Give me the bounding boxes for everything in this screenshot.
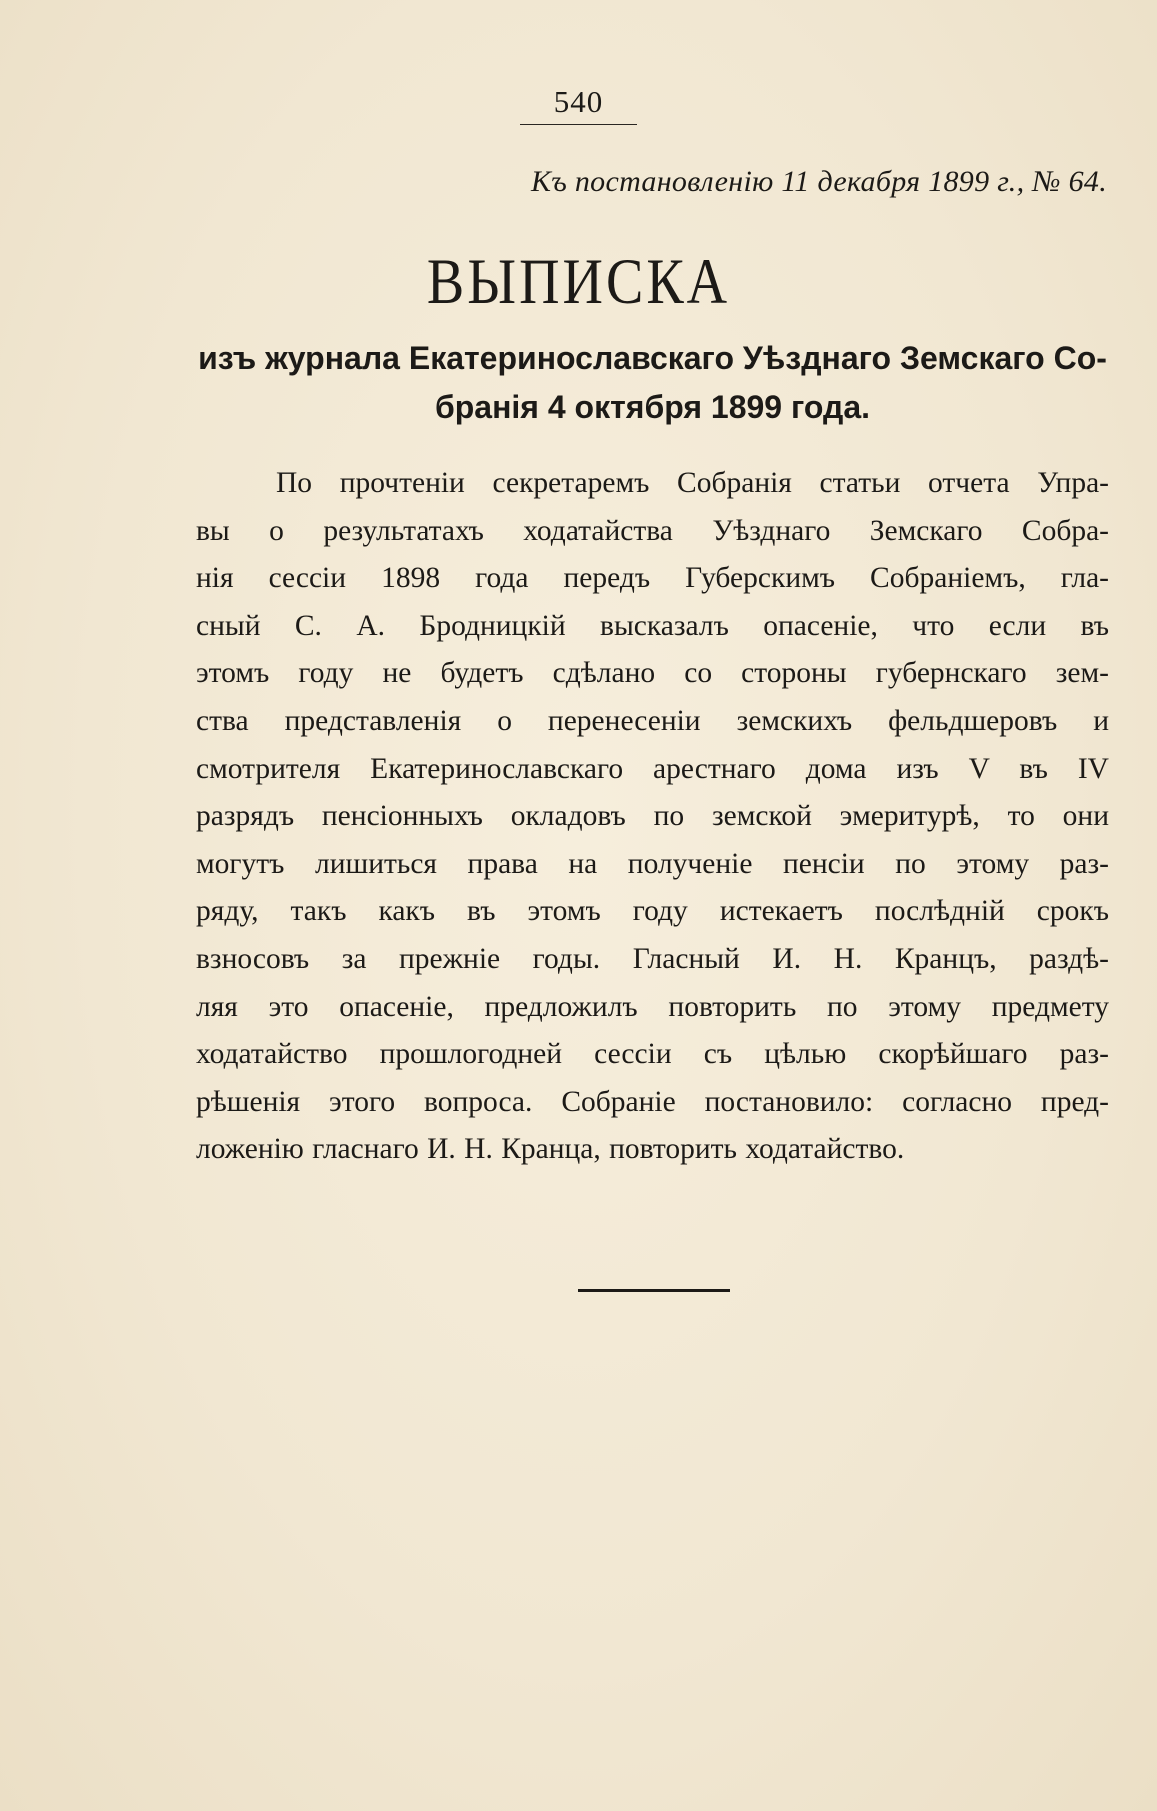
body-line: ряду, такъ какъ въ этомъ году истекаетъ послѣдній срокъ [196,895,1109,928]
body-line: смотрителя Екатеринославскаго арестнаго дома изъ V въ IV [196,752,1109,785]
body-line: сный С. А. Бродницкій высказалъ опасеніе, что если въ [196,609,1109,642]
body-line: могутъ лишиться права на полученіе пенсіи по этому раз- [196,847,1109,880]
body-line: ства представленія о перенесеніи земскихъ фельдшеровъ и [196,704,1109,737]
body-line: разрядъ пенсіонныхъ окладовъ по земской эмеритурѣ, то они [196,800,1109,833]
subtitle-line: изъ журнала Екатеринославскаго Уѣзднаго Земскаго Со- [198,340,1107,376]
document-title: ВЫПИСКА [426,246,731,318]
body-paragraph [196,460,1109,1174]
body-line: ложенію гласнаго И. Н. Кранца, повторить ходатайство. [196,1133,905,1166]
page-number: 540 [520,84,638,125]
end-divider-rule [578,1289,730,1292]
body-line: этомъ году не будетъ сдѣлано со стороны губернскаго зем- [196,657,1109,690]
body-line: рѣшенія этого вопроса. Собраніе постановило: согласно пред- [196,1085,1109,1118]
subtitle-line: бранія 4 октября 1899 года. [434,389,871,425]
body-line: взносовъ за прежніе годы. Гласный И. Н. Кранцъ, раздѣ- [196,942,1109,975]
body-line: вы о результатахъ ходатайства Уѣзднаго Земскаго Собра- [196,514,1109,547]
document-subtitle [196,334,1109,432]
resolution-reference: Къ постановленію 11 декабря 1899 г., № 64. [530,165,1107,198]
body-line: нія сессіи 1898 года передъ Губерскимъ Собраніемъ, гла- [196,562,1109,595]
body-line: По прочтеніи секретаремъ Собранія статьи отчета Упра- [276,467,1109,499]
body-line: ходатайство прошлогодней сессіи съ цѣлью скорѣйшаго раз- [196,1038,1109,1071]
body-line: ляя это опасеніе, предложилъ повторить по этому предмету [196,990,1109,1023]
page-number-container [0,84,1157,125]
